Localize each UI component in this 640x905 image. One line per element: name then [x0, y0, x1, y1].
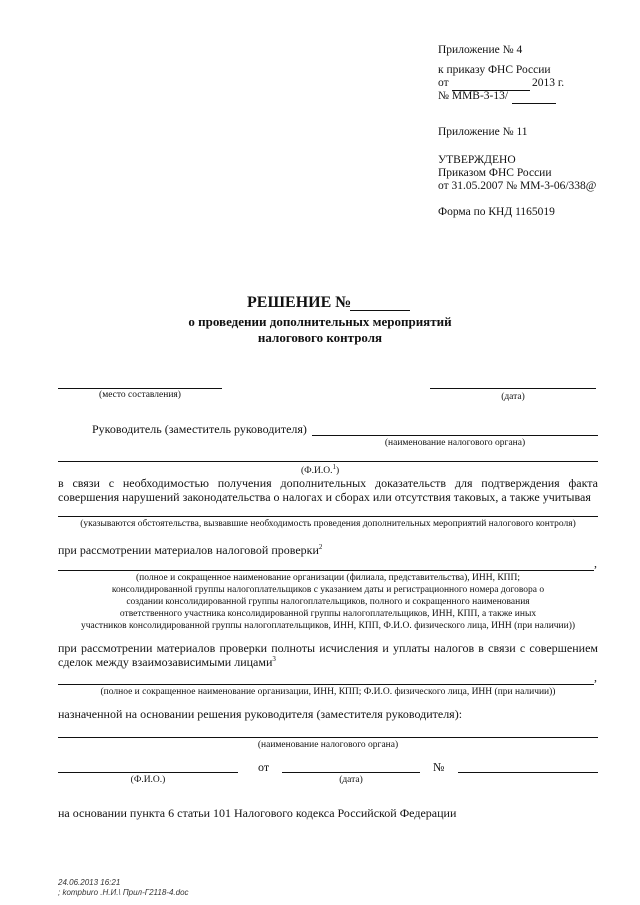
place-caption: (место составления) — [99, 390, 181, 400]
title-line-1: о проведении дополнительных мероприятий — [188, 314, 452, 329]
org-caption-1: (полное и сокращенное наименование организации (филиала, представительства), ИНН, КПП; — [135, 573, 521, 583]
title-line-2: налогового контроля — [257, 330, 383, 345]
approved-date: от 31.05.2007 № ММ-3-06/338@ — [438, 180, 597, 192]
place-line — [58, 388, 222, 389]
number-sign: № — [433, 760, 445, 774]
number2-line — [458, 772, 598, 773]
approved-label: УТВЕРЖДЕНО — [438, 154, 516, 166]
footer-timestamp: 24.06.2013 16:21 — [58, 878, 121, 887]
fio2-line — [58, 772, 238, 773]
org-line-comma: , — [594, 556, 597, 570]
tax-authority-caption-2: (наименование налогового органа) — [257, 740, 399, 750]
fio-caption: (Ф.И.О.$^1$) — [301, 463, 340, 477]
date2-line — [282, 772, 420, 773]
fio2-caption: (Ф.И.О.) — [130, 775, 166, 785]
org-caption-3: создании консолидированной группы налогоплательщиков, полного и сокращенного наименования — [126, 597, 530, 607]
org-line — [58, 570, 594, 571]
para2-line2: сделок между взаимозависимыми лицами$^3$ — [58, 655, 276, 669]
approved-by: Приказом ФНС России — [438, 167, 552, 179]
decision-title: РЕШЕНИЕ № — [247, 294, 352, 311]
order-number-blank — [512, 103, 556, 104]
org-caption-5: участников консолидированной группы налогоплательщиков, ИНН, КПП, Ф.И.О. физического лица, ИНН (при наличии)) — [80, 621, 576, 631]
appendix-11: Приложение № 11 — [438, 126, 528, 138]
order-from-prefix: от — [438, 77, 449, 89]
from-word: от — [258, 760, 270, 774]
fio-line — [58, 461, 598, 462]
tax-authority-line-2 — [58, 737, 598, 738]
org2-line — [58, 684, 594, 685]
circumstances-caption: (указываются обстоятельства, вызвавшие необходимость проведения дополнительных мероприятий налогового контроля) — [80, 519, 576, 529]
order-number: № ММВ-3-13/ — [438, 90, 509, 102]
date2-caption: (дата) — [339, 775, 363, 785]
date-line — [430, 388, 596, 389]
org-caption-2: консолидированной группы налогоплательщиков с указанием даты и регистрационного номера договора о — [111, 585, 545, 595]
materials-label: при рассмотрении материалов налоговой проверки$^2$ — [58, 543, 323, 557]
tax-authority-line — [312, 435, 598, 436]
basis-text: на основании пункта 6 статьи 101 Налогового кодекса Российской Федерации — [58, 806, 457, 820]
assigned-label: назначенной на основании решения руководителя (заместителя руководителя): — [58, 707, 463, 721]
date-caption: (дата) — [501, 392, 525, 402]
org2-line-comma: , — [594, 670, 597, 684]
appendix-4: Приложение № 4 — [438, 44, 523, 56]
circumstances-line — [58, 516, 598, 517]
form-code: Форма по КНД 1165019 — [438, 206, 555, 218]
to-order: к приказу ФНС России — [438, 64, 551, 76]
order-year: 2013 г. — [532, 77, 565, 89]
tax-authority-caption: (наименование налогового органа) — [384, 438, 526, 448]
head-label: Руководитель (заместитель руководителя) — [92, 422, 307, 436]
org-caption-4: ответственного участника консолидированной группы налогоплательщиков, ИНН, КПП, а также иных — [119, 609, 537, 619]
footer-filepath: ; kompburo .Н.И.\ Прил-Г2118-4.doc — [58, 888, 189, 897]
para1-line2: совершения нарушений законодательства о налогах и сборах или отсутствия таковых, а также учитывая — [58, 490, 591, 504]
para2-line1: при рассмотрении материалов проверки полноты исчисления и уплаты налогов в связи с совершением — [58, 641, 598, 655]
org2-caption: (полное и сокращенное наименование организации, ИНН, КПП; Ф.И.О. физического лица, ИНН (при наличии)) — [100, 687, 556, 697]
para1-line1: в связи с необходимостью получения дополнительных доказательств для подтверждения факта — [58, 476, 598, 490]
decision-number-blank — [350, 310, 410, 311]
